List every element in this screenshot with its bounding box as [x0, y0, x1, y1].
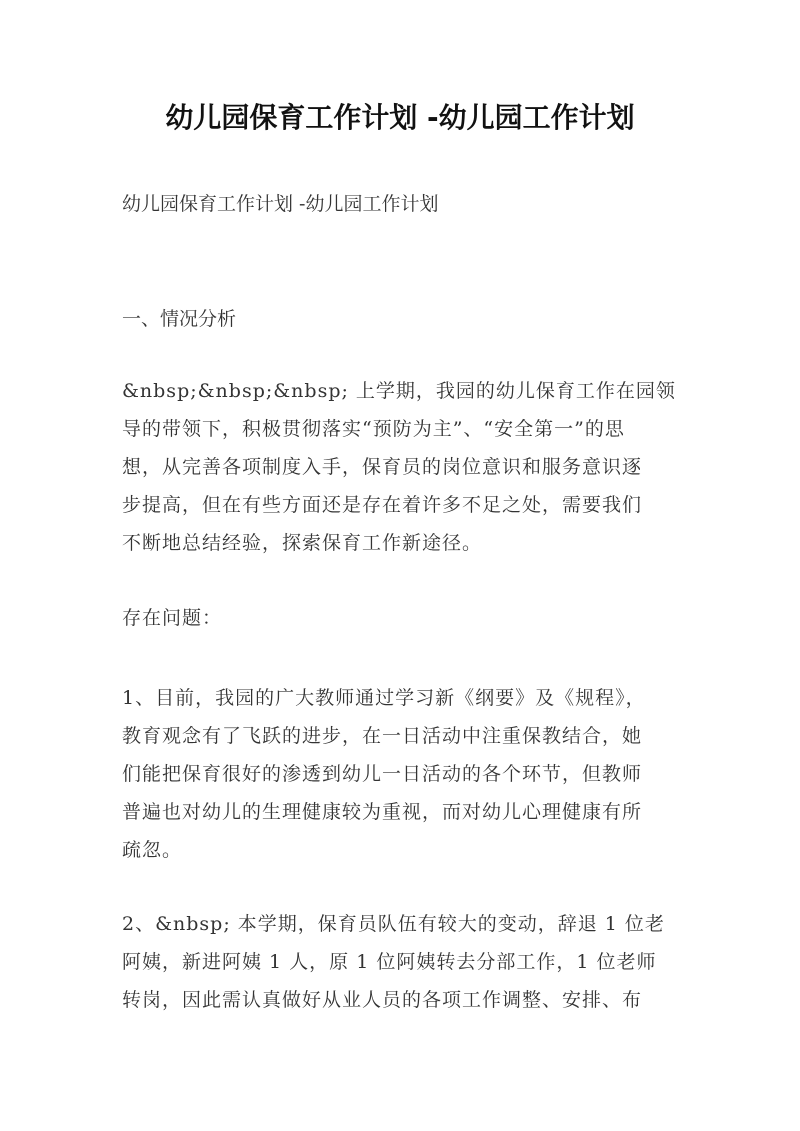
- paragraph-line: 导的带领下，积极贯彻落实“预防为主”、“安全第一”的思: [122, 418, 625, 440]
- paragraph-problem-2: [122, 905, 682, 1019]
- document-subtitle: 幼儿园保育工作计划 -幼儿园工作计划: [122, 193, 439, 215]
- paragraph-line: 普遍也对幼儿的生理健康较为重视，而对幼儿心理健康有所: [122, 801, 643, 823]
- paragraph-line: 不断地总结经验，探索保育工作新途径。: [122, 532, 483, 554]
- paragraph-line: 存在问题：: [122, 607, 223, 629]
- paragraph-problems-heading: [122, 599, 682, 637]
- paragraph-line: 教育观念有了飞跃的进步，在一日活动中注重保教结合，她: [122, 725, 643, 747]
- paragraph-situation-analysis: [122, 372, 682, 562]
- paragraph-line: 想，从完善各项制度入手，保育员的岗位意识和服务意识逐: [122, 456, 643, 478]
- section-heading: 一、情况分析: [122, 308, 237, 330]
- paragraph-line: 们能把保育很好的渗透到幼儿一日活动的各个环节，但教师: [122, 763, 643, 785]
- paragraph-line: 疏忽。: [122, 839, 183, 861]
- paragraph-line: &nbsp;&nbsp;&nbsp; 上学期，我园的幼儿保育工作在园领: [122, 380, 676, 402]
- paragraph-line: 阿姨，新进阿姨 1 人，原 1 位阿姨转去分部工作，1 位老师: [122, 951, 657, 973]
- paragraph-line: 2、&nbsp; 本学期，保育员队伍有较大的变动，辞退 1 位老: [122, 913, 665, 935]
- document-title: 幼儿园保育工作计划 -幼儿园工作计划: [165, 101, 635, 134]
- paragraph-line: 转岗，因此需认真做好从业人员的各项工作调整、安排、布: [122, 989, 643, 1011]
- paragraph-line: 步提高，但在有些方面还是存在着许多不足之处，需要我们: [122, 494, 643, 516]
- paragraph-problem-1: [122, 679, 682, 869]
- paragraph-line: 1、目前，我园的广大教师通过学习新《纲要》及《规程》，: [122, 687, 646, 709]
